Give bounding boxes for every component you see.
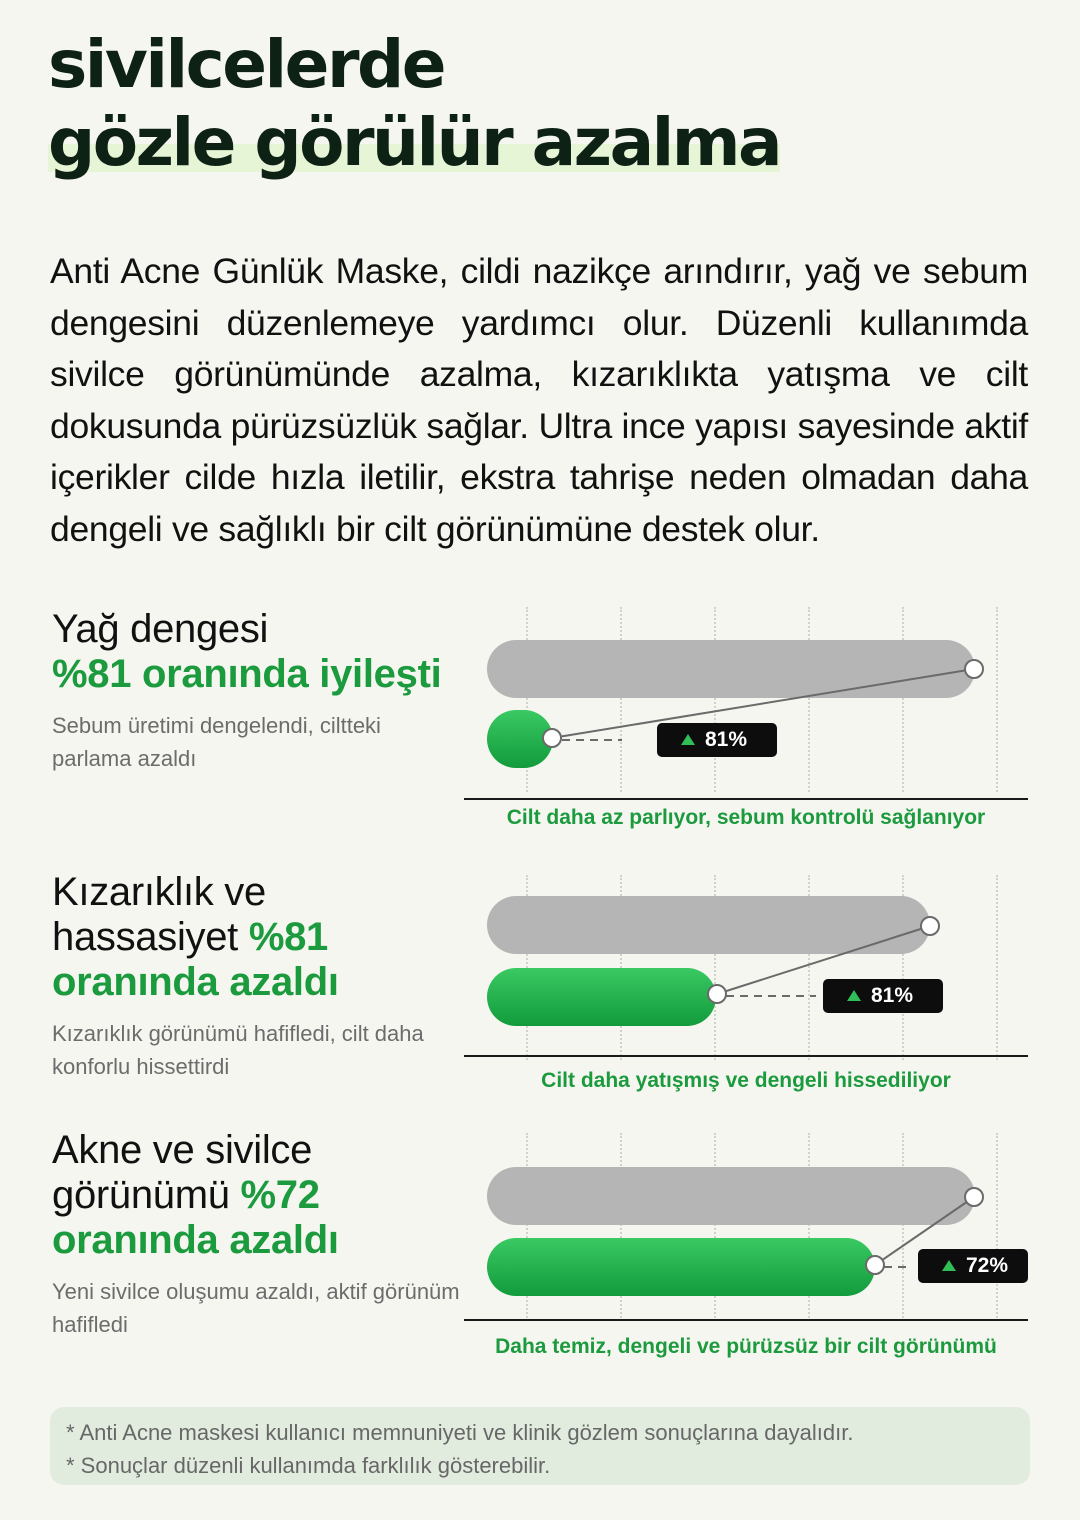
- comparison-chart: [464, 607, 1028, 847]
- stat-text: [52, 870, 462, 1083]
- percent-badge: [823, 979, 943, 1013]
- footnote-box: [50, 1407, 1030, 1485]
- chart-baseline: [464, 798, 1028, 800]
- chart-baseline: [464, 1319, 1028, 1321]
- stat-description: Kızarıklık görünümü hafifledi, cilt daha konforlu hissettirdi: [52, 1021, 424, 1079]
- after-marker: [708, 985, 726, 1003]
- footnote-line: * Anti Acne maskesi kullanıcı memnuniyeti ve klinik gözlem sonuçlarına dayalıdır.: [66, 1420, 854, 1445]
- stat-heading: [52, 870, 462, 1005]
- stat-heading-value: %81 oranında iyileşti: [52, 652, 442, 696]
- stat-heading: [52, 1128, 462, 1263]
- after-marker: [866, 1256, 884, 1274]
- stat-heading-label: Akne ve sivilce görünümü: [52, 1128, 313, 1217]
- comparison-chart: [464, 875, 1028, 1115]
- chart-caption: Daha temiz, dengeli ve pürüzsüz bir cilt görünümü: [495, 1335, 997, 1358]
- badge-value: 81%: [705, 728, 748, 751]
- chart-baseline: [464, 1055, 1028, 1057]
- stat-description: Sebum üretimi dengelendi, ciltteki parlama azaldı: [52, 713, 381, 771]
- stat-text: [52, 1128, 462, 1341]
- comparison-chart: [464, 1133, 1028, 1373]
- badge-value: 81%: [871, 984, 914, 1007]
- up-triangle-icon: [847, 990, 861, 1001]
- before-marker: [965, 1188, 983, 1206]
- stat-heading-label: Yağ dengesi: [52, 607, 269, 651]
- chart-caption: Cilt daha az parlıyor, sebum kontrolü sağlanıyor: [506, 806, 986, 829]
- stat-heading-label: Kızarıklık ve hassasiyet: [52, 870, 266, 959]
- intro-paragraph: Anti Acne Günlük Maske, cildi nazikçe arındırır, yağ ve sebum dengesini düzenlemeye yardımcı olur. Düzenli kullanımda sivilce görünümünde azalma, kızarıklıkta yatışma ve cilt dokusunda pürüzsüzlük sağlar. Ultra ince yapısı sayesinde aktif içerikler cilde hızla iletilir, ekstra tahrişe neden olmadan daha dengeli ve sağlıklı bir cilt görünümüne destek olur.: [50, 251, 1028, 549]
- stat-heading-value: %72 oranında azaldı: [52, 1173, 339, 1262]
- up-triangle-icon: [942, 1260, 956, 1271]
- before-marker: [921, 917, 939, 935]
- badge-value: 72%: [966, 1254, 1009, 1277]
- stat-description: Yeni sivilce oluşumu azaldı, aktif görünüm hafifledi: [52, 1279, 460, 1337]
- stat-heading-value: %81 oranında azaldı: [52, 915, 339, 1004]
- stat-heading: [52, 607, 462, 697]
- title-highlight: gözle görülür azalma: [48, 104, 781, 181]
- page-title: [48, 26, 1008, 182]
- before-marker: [965, 660, 983, 678]
- percent-badge: [657, 723, 777, 757]
- title-line-1: sivilcelerde: [48, 26, 445, 103]
- percent-badge: [918, 1249, 1028, 1283]
- up-triangle-icon: [681, 734, 695, 745]
- footnote-line: * Sonuçlar düzenli kullanımda farklılık gösterebilir.: [66, 1453, 551, 1478]
- after-marker: [543, 729, 561, 747]
- stat-text: [52, 607, 462, 775]
- chart-caption: Cilt daha yatışmış ve dengeli hissediliyor: [541, 1069, 951, 1092]
- title-line-2: [48, 104, 1008, 182]
